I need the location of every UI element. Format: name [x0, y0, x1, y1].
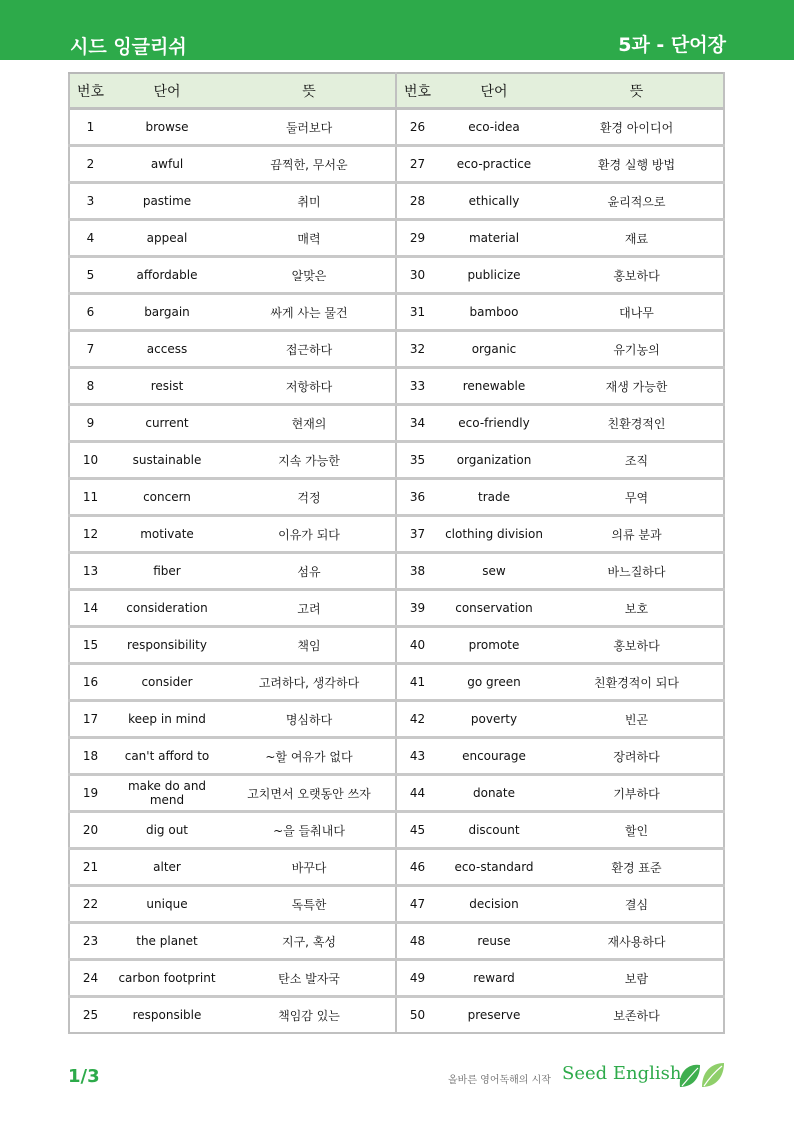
cell-number: 16	[69, 664, 111, 701]
cell-word: organic	[438, 331, 550, 368]
header-meaning: 뜻	[223, 73, 396, 109]
cell-meaning: ~할 여유가 없다	[223, 738, 396, 775]
cell-number: 50	[396, 997, 438, 1034]
cell-number: 8	[69, 368, 111, 405]
header-number: 번호	[396, 73, 438, 109]
cell-number: 37	[396, 516, 438, 553]
cell-meaning: 지속 가능한	[223, 442, 396, 479]
cell-number: 34	[396, 405, 438, 442]
cell-number: 18	[69, 738, 111, 775]
table-row	[69, 368, 724, 405]
cell-meaning: 저항하다	[223, 368, 396, 405]
cell-word: conservation	[438, 590, 550, 627]
cell-number: 19	[69, 775, 111, 812]
cell-number: 14	[69, 590, 111, 627]
cell-meaning: 취미	[223, 183, 396, 220]
vocabulary-table	[68, 72, 725, 1034]
cell-word: sew	[438, 553, 550, 590]
cell-number: 20	[69, 812, 111, 849]
cell-word: poverty	[438, 701, 550, 738]
cell-number: 13	[69, 553, 111, 590]
cell-word: current	[111, 405, 223, 442]
cell-word: go green	[438, 664, 550, 701]
cell-meaning: 할인	[550, 812, 724, 849]
page-number: 1/3	[68, 1066, 100, 1087]
cell-meaning: 환경 표준	[550, 849, 724, 886]
cell-meaning: 장려하다	[550, 738, 724, 775]
table-row	[69, 590, 724, 627]
cell-meaning: 홍보하다	[550, 257, 724, 294]
table-header-row	[69, 73, 724, 109]
cell-meaning: 친환경적이 되다	[550, 664, 724, 701]
cell-meaning: 지구, 혹성	[223, 923, 396, 960]
cell-number: 6	[69, 294, 111, 331]
table-row	[69, 331, 724, 368]
cell-meaning: 친환경적인	[550, 405, 724, 442]
cell-number: 48	[396, 923, 438, 960]
cell-number: 46	[396, 849, 438, 886]
page-header	[0, 0, 794, 60]
cell-meaning: 바느질하다	[550, 553, 724, 590]
cell-meaning: ~을 들춰내다	[223, 812, 396, 849]
cell-word: reward	[438, 960, 550, 997]
cell-number: 49	[396, 960, 438, 997]
cell-meaning: 재료	[550, 220, 724, 257]
cell-word: donate	[438, 775, 550, 812]
cell-word: concern	[111, 479, 223, 516]
cell-meaning: 명심하다	[223, 701, 396, 738]
cell-word: unique	[111, 886, 223, 923]
cell-word: alter	[111, 849, 223, 886]
cell-number: 28	[396, 183, 438, 220]
cell-word: trade	[438, 479, 550, 516]
cell-meaning: 윤리적으로	[550, 183, 724, 220]
table-row	[69, 923, 724, 960]
cell-meaning: 섬유	[223, 553, 396, 590]
cell-word: carbon footprint	[111, 960, 223, 997]
cell-number: 40	[396, 627, 438, 664]
cell-number: 25	[69, 997, 111, 1034]
cell-word: promote	[438, 627, 550, 664]
cell-meaning: 무역	[550, 479, 724, 516]
cell-word: dig out	[111, 812, 223, 849]
cell-word: eco-friendly	[438, 405, 550, 442]
cell-word: sustainable	[111, 442, 223, 479]
cell-word: encourage	[438, 738, 550, 775]
table-row	[69, 997, 724, 1034]
cell-word: keep in mind	[111, 701, 223, 738]
cell-meaning: 기부하다	[550, 775, 724, 812]
table-row	[69, 405, 724, 442]
cell-number: 7	[69, 331, 111, 368]
cell-meaning: 대나무	[550, 294, 724, 331]
cell-word: material	[438, 220, 550, 257]
table-row	[69, 812, 724, 849]
cell-number: 15	[69, 627, 111, 664]
cell-word: eco-practice	[438, 146, 550, 183]
cell-number: 35	[396, 442, 438, 479]
cell-number: 27	[396, 146, 438, 183]
cell-meaning: 재사용하다	[550, 923, 724, 960]
cell-word: the planet	[111, 923, 223, 960]
cell-word: decision	[438, 886, 550, 923]
cell-meaning: 고려	[223, 590, 396, 627]
header-word: 단어	[111, 73, 223, 109]
table-row	[69, 442, 724, 479]
cell-word: preserve	[438, 997, 550, 1034]
cell-number: 33	[396, 368, 438, 405]
cell-meaning: 현재의	[223, 405, 396, 442]
cell-number: 32	[396, 331, 438, 368]
cell-meaning: 보호	[550, 590, 724, 627]
cell-number: 45	[396, 812, 438, 849]
cell-word: consideration	[111, 590, 223, 627]
cell-word: eco-standard	[438, 849, 550, 886]
table-row	[69, 183, 724, 220]
cell-word: reuse	[438, 923, 550, 960]
cell-meaning: 접근하다	[223, 331, 396, 368]
cell-word: access	[111, 331, 223, 368]
cell-word: ethically	[438, 183, 550, 220]
cell-word: appeal	[111, 220, 223, 257]
cell-number: 1	[69, 109, 111, 146]
table-row	[69, 516, 724, 553]
table-row	[69, 146, 724, 183]
table-row	[69, 257, 724, 294]
cell-word: awful	[111, 146, 223, 183]
cell-meaning: 의류 분과	[550, 516, 724, 553]
cell-number: 11	[69, 479, 111, 516]
cell-meaning: 보존하다	[550, 997, 724, 1034]
cell-meaning: 싸게 사는 물건	[223, 294, 396, 331]
cell-meaning: 알맞은	[223, 257, 396, 294]
table-row	[69, 701, 724, 738]
cell-word: fiber	[111, 553, 223, 590]
cell-number: 38	[396, 553, 438, 590]
cell-number: 4	[69, 220, 111, 257]
cell-word: responsible	[111, 997, 223, 1034]
cell-number: 3	[69, 183, 111, 220]
cell-word: pastime	[111, 183, 223, 220]
table-row	[69, 627, 724, 664]
cell-number: 2	[69, 146, 111, 183]
cell-number: 26	[396, 109, 438, 146]
cell-number: 22	[69, 886, 111, 923]
cell-number: 47	[396, 886, 438, 923]
table-row	[69, 738, 724, 775]
cell-meaning: 고치면서 오랫동안 쓰자	[223, 775, 396, 812]
cell-meaning: 유기농의	[550, 331, 724, 368]
table-row	[69, 109, 724, 146]
cell-word: eco-idea	[438, 109, 550, 146]
cell-meaning: 이유가 되다	[223, 516, 396, 553]
cell-meaning: 보람	[550, 960, 724, 997]
leaf-icon	[676, 1059, 726, 1091]
cell-meaning: 조직	[550, 442, 724, 479]
cell-word: affordable	[111, 257, 223, 294]
header-lesson: 5과 - 단어장	[618, 34, 726, 56]
cell-word: make do and mend	[111, 775, 223, 812]
cell-word: bamboo	[438, 294, 550, 331]
cell-meaning: 매력	[223, 220, 396, 257]
cell-meaning: 책임감 있는	[223, 997, 396, 1034]
table-row	[69, 960, 724, 997]
footer-tagline: 올바른 영어독해의 시작	[448, 1075, 551, 1086]
header-meaning: 뜻	[550, 73, 724, 109]
header-number: 번호	[69, 73, 111, 109]
cell-word: responsibility	[111, 627, 223, 664]
cell-number: 24	[69, 960, 111, 997]
cell-word: publicize	[438, 257, 550, 294]
cell-word: organization	[438, 442, 550, 479]
cell-word: renewable	[438, 368, 550, 405]
cell-meaning: 걱정	[223, 479, 396, 516]
cell-meaning: 고려하다, 생각하다	[223, 664, 396, 701]
cell-number: 5	[69, 257, 111, 294]
cell-number: 36	[396, 479, 438, 516]
cell-meaning: 환경 실행 방법	[550, 146, 724, 183]
cell-meaning: 끔찍한, 무서운	[223, 146, 396, 183]
cell-word: motivate	[111, 516, 223, 553]
cell-meaning: 홍보하다	[550, 627, 724, 664]
table-row	[69, 294, 724, 331]
cell-word: browse	[111, 109, 223, 146]
cell-number: 31	[396, 294, 438, 331]
cell-meaning: 독특한	[223, 886, 396, 923]
cell-number: 41	[396, 664, 438, 701]
table-row	[69, 775, 724, 812]
table-row	[69, 479, 724, 516]
cell-number: 17	[69, 701, 111, 738]
cell-word: discount	[438, 812, 550, 849]
cell-number: 39	[396, 590, 438, 627]
cell-word: clothing division	[438, 516, 550, 553]
cell-number: 10	[69, 442, 111, 479]
table-row	[69, 553, 724, 590]
cell-meaning: 결심	[550, 886, 724, 923]
cell-number: 12	[69, 516, 111, 553]
table-row	[69, 886, 724, 923]
cell-number: 42	[396, 701, 438, 738]
cell-number: 44	[396, 775, 438, 812]
cell-meaning: 둘러보다	[223, 109, 396, 146]
header-word: 단어	[438, 73, 550, 109]
brand-name: Seed English	[562, 1063, 682, 1084]
cell-meaning: 재생 가능한	[550, 368, 724, 405]
cell-number: 43	[396, 738, 438, 775]
table-row	[69, 220, 724, 257]
table-row	[69, 664, 724, 701]
cell-number: 29	[396, 220, 438, 257]
cell-word: bargain	[111, 294, 223, 331]
header-title: 시드 잉글리쉬	[70, 36, 187, 58]
cell-word: can't afford to	[111, 738, 223, 775]
cell-word: resist	[111, 368, 223, 405]
table-row	[69, 849, 724, 886]
cell-meaning: 환경 아이디어	[550, 109, 724, 146]
cell-number: 9	[69, 405, 111, 442]
cell-meaning: 책임	[223, 627, 396, 664]
cell-number: 23	[69, 923, 111, 960]
cell-number: 30	[396, 257, 438, 294]
cell-word: consider	[111, 664, 223, 701]
cell-number: 21	[69, 849, 111, 886]
cell-meaning: 바꾸다	[223, 849, 396, 886]
cell-meaning: 탄소 발자국	[223, 960, 396, 997]
cell-meaning: 빈곤	[550, 701, 724, 738]
